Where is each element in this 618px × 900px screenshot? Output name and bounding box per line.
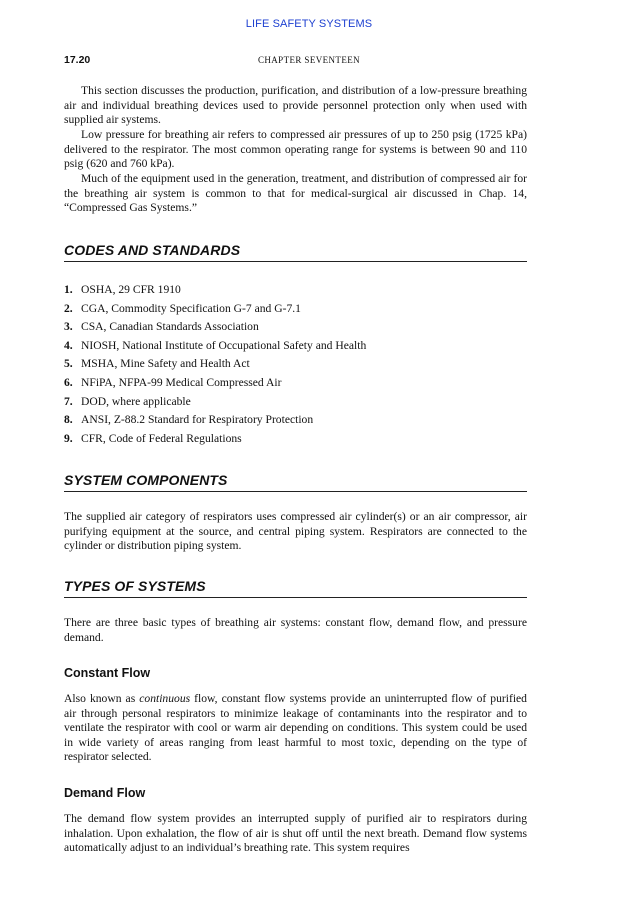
- list-item: 6. NFiPA, NFPA-99 Medical Compressed Air: [64, 375, 282, 389]
- demand-flow-heading: Demand Flow: [64, 786, 146, 800]
- list-item: 2. CGA, Commodity Specification G-7 and G-7.1: [64, 301, 301, 315]
- intro-paragraph-1: This section discusses the production, purification, and distribution of a low-pressure breathing air and individual breathing devices used to provide personnel protection only when used with supplied air systems.: [64, 84, 527, 127]
- chapter-label: CHAPTER SEVENTEEN: [257, 55, 361, 65]
- list-item: 7. DOD, where applicable: [64, 394, 191, 408]
- list-item: 3. CSA, Canadian Standards Association: [64, 320, 259, 334]
- components-paragraph: The supplied air category of respirators uses compressed air cylinder(s) or an air compressor, air purifying equipment at the source, and central piping system. Respirators are connected to the cylinder or distribution piping system.: [64, 510, 527, 553]
- list-item: 8. ANSI, Z-88.2 Standard for Respiratory Protection: [64, 413, 314, 427]
- constant-flow-paragraph: Also known as continuous flow, constant flow systems provide an uninterrupted flow of purified air through personal respirators to minimize leakage of contaminants into the respirator and to ventilate the respirator with cool or warm air depending on conditions. This system could be used in wide variety of areas ranging from least harmful to most toxic, depending on the type of respirator selected.: [64, 692, 527, 764]
- types-paragraph: There are three basic types of breathing air systems: constant flow, demand flow, and pressure demand.: [64, 616, 527, 644]
- codes-heading: CODES AND STANDARDS: [64, 242, 527, 262]
- list-item: 4. NIOSH, National Institute of Occupational Safety and Health: [64, 338, 367, 352]
- types-heading: TYPES OF SYSTEMS: [64, 578, 527, 598]
- page-number: 17.20: [64, 54, 91, 66]
- continuous-emphasis: continuous: [139, 692, 191, 705]
- running-head: LIFE SAFETY SYSTEMS: [245, 18, 373, 30]
- list-item: 1. OSHA, 29 CFR 1910: [64, 283, 181, 296]
- intro-paragraph-3: Much of the equipment used in the generation, treatment, and distribution of compressed air for the breathing air system is common to that for medical-surgical air discussed in Chap. 14, “Compressed Gas Systems.”: [64, 172, 527, 215]
- list-item: 9. CFR, Code of Federal Regulations: [64, 431, 242, 445]
- demand-flow-paragraph: The demand flow system provides an interrupted supply of purified air to respirators during inhalation. Upon exhalation, the flow of air is shut off until the next breath. Demand flow systems automatically adjust to an individual’s breathing rate. This system requires: [64, 812, 527, 855]
- components-heading: SYSTEM COMPONENTS: [64, 472, 527, 492]
- list-item: 5. MSHA, Mine Safety and Health Act: [64, 357, 250, 371]
- intro-paragraph-2: Low pressure for breathing air refers to compressed air pressures of up to 250 psig (1725 kPa) delivered to the respirator. The most common operating range for systems is between 90 and 110 psig (620 and 760 kPa).: [64, 128, 527, 171]
- codes-list: [64, 281, 527, 448]
- constant-flow-heading: Constant Flow: [64, 666, 151, 680]
